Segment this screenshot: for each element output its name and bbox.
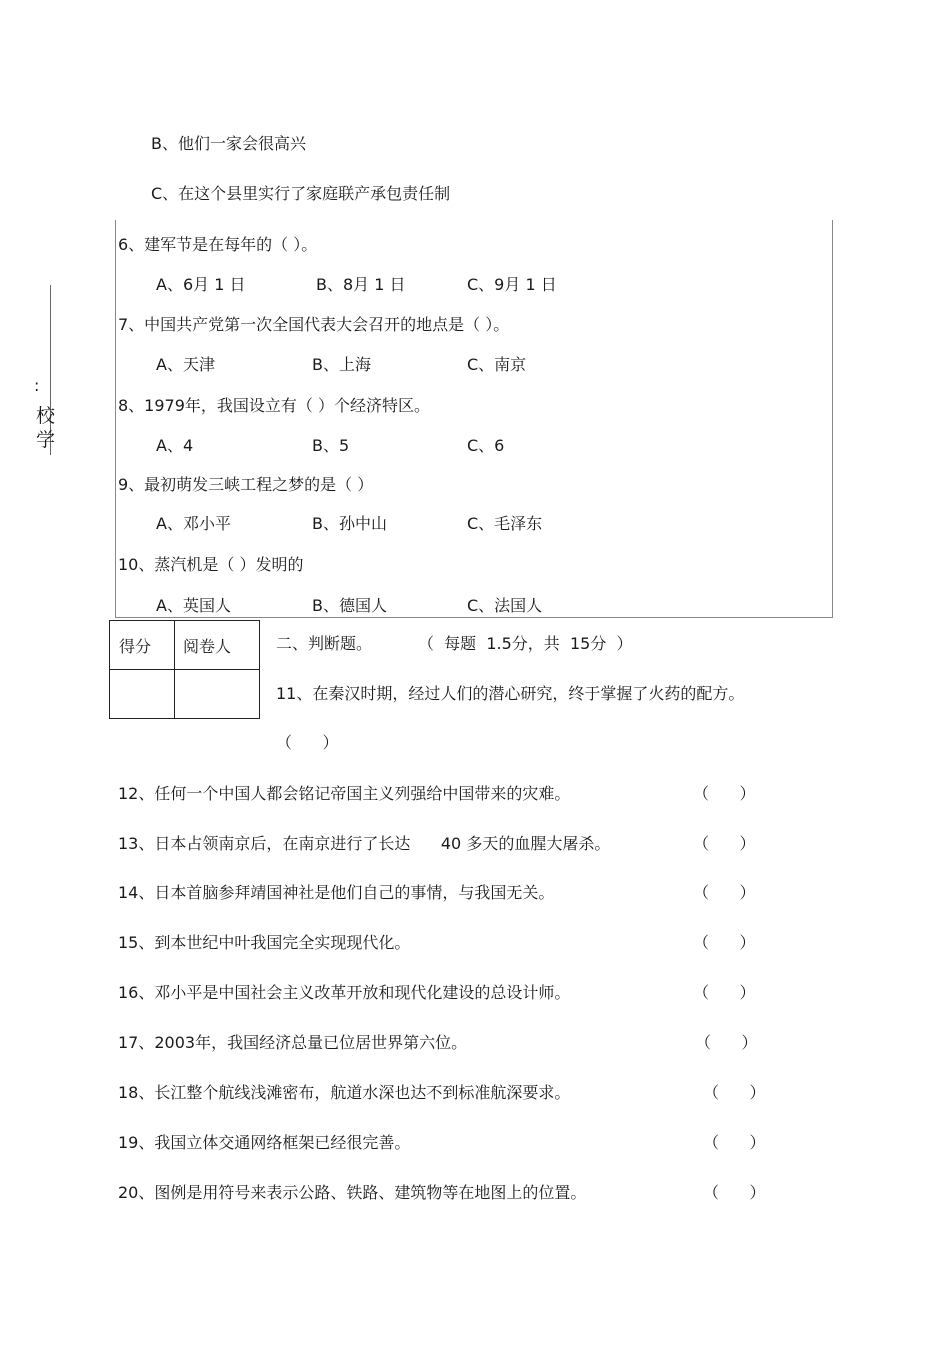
margin-char-study: 学 — [36, 429, 56, 451]
score-header-cell — [110, 621, 175, 670]
question-9-stem: 9、最初萌发三峡工程之梦的是（ ） — [118, 475, 374, 494]
question-9-option-b: B、孙中山 — [312, 514, 387, 533]
question-8-option-c: C、6 — [467, 436, 505, 455]
question-7-option-c: C、南京 — [467, 355, 527, 374]
frame-left-border — [115, 220, 116, 618]
question-9-option-c: C、毛泽东 — [467, 514, 543, 533]
question-18-answer-blank[interactable]: （ ） — [703, 1083, 766, 1102]
question-8-option-a: A、4 — [156, 436, 194, 455]
question-15-answer-blank[interactable]: （ ） — [693, 933, 756, 952]
question-11-answer-blank[interactable]: （ ） — [276, 733, 339, 752]
question-16-text: 16、邓小平是中国社会主义改革开放和现代化建设的总设计师。 — [118, 983, 571, 1002]
score-table — [109, 620, 260, 719]
margin-colon: : — [34, 376, 40, 395]
grader-header-cell — [175, 621, 260, 670]
question-11-text: 11、在秦汉时期，经过人们的潜心研究，终于掌握了火药的配方。 — [276, 684, 745, 703]
question-19-answer-blank[interactable]: （ ） — [703, 1133, 766, 1152]
question-12-answer-blank[interactable]: （ ） — [693, 784, 756, 803]
question-14-text: 14、日本首脑参拜靖国神社是他们自己的事情，与我国无关。 — [118, 883, 555, 902]
question-20-text: 20、图例是用符号来表示公路、铁路、建筑物等在地图上的位置。 — [118, 1183, 587, 1202]
question-10-option-a: A、英国人 — [156, 596, 231, 615]
question-14-answer-blank[interactable]: （ ） — [693, 883, 756, 902]
question-6-stem: 6、建军节是在每年的（ ）。 — [118, 235, 318, 254]
grader-entry-cell[interactable] — [175, 670, 260, 719]
question-12-text: 12、任何一个中国人都会铭记帝国主义列强给中国带来的灾难。 — [118, 784, 571, 803]
question-10-stem: 10、蒸汽机是（ ）发明的 — [118, 555, 304, 574]
option-b-text: B、他们一家会很高兴 — [151, 134, 306, 153]
question-17-answer-blank[interactable]: （ ） — [695, 1033, 758, 1052]
question-17-text: 17、2003年，我国经济总量已位居世界第六位。 — [118, 1033, 468, 1052]
question-7-stem: 7、中国共产党第一次全国代表大会召开的地点是（ ）。 — [118, 315, 510, 334]
question-8-stem: 8、1979年，我国设立有（ ）个经济特区。 — [118, 396, 430, 415]
option-c-text: C、在这个县里实行了家庭联产承包责任制 — [151, 184, 451, 203]
question-6-option-c: C、9月 1 日 — [467, 275, 557, 294]
question-15-text: 15、到本世纪中叶我国完全实现现代化。 — [118, 933, 411, 952]
question-20-answer-blank[interactable]: （ ） — [703, 1183, 766, 1202]
question-6-option-a: A、6月 1 日 — [156, 275, 246, 294]
frame-right-border — [832, 220, 833, 618]
question-9-option-a: A、邓小平 — [156, 514, 231, 533]
score-label: 得分 — [119, 636, 152, 656]
question-13-text: 13、日本占领南京后，在南京进行了长达 40 多天的血腥大屠杀。 — [118, 834, 611, 853]
question-10-option-c: C、法国人 — [467, 596, 543, 615]
section-2-scoring-note: （ 每题 1.5分，共 15分 ） — [418, 634, 633, 653]
question-13-answer-blank[interactable]: （ ） — [693, 834, 756, 853]
question-16-answer-blank[interactable]: （ ） — [693, 983, 756, 1002]
margin-char-school: 校 — [36, 405, 56, 427]
question-10-option-b: B、德国人 — [312, 596, 387, 615]
score-entry-cell[interactable] — [110, 670, 175, 719]
frame-bottom-border — [115, 617, 833, 618]
question-19-text: 19、我国立体交通网络框架已经很完善。 — [118, 1133, 411, 1152]
section-2-title: 二、判断题。 — [276, 634, 373, 653]
question-7-option-b: B、上海 — [312, 355, 371, 374]
question-8-option-b: B、5 — [312, 436, 350, 455]
question-18-text: 18、长江整个航线浅滩密布，航道水深也达不到标准航深要求。 — [118, 1083, 571, 1102]
question-6-option-b: B、8月 1 日 — [316, 275, 406, 294]
grader-label: 阅卷人 — [183, 636, 232, 656]
question-7-option-a: A、天津 — [156, 355, 215, 374]
